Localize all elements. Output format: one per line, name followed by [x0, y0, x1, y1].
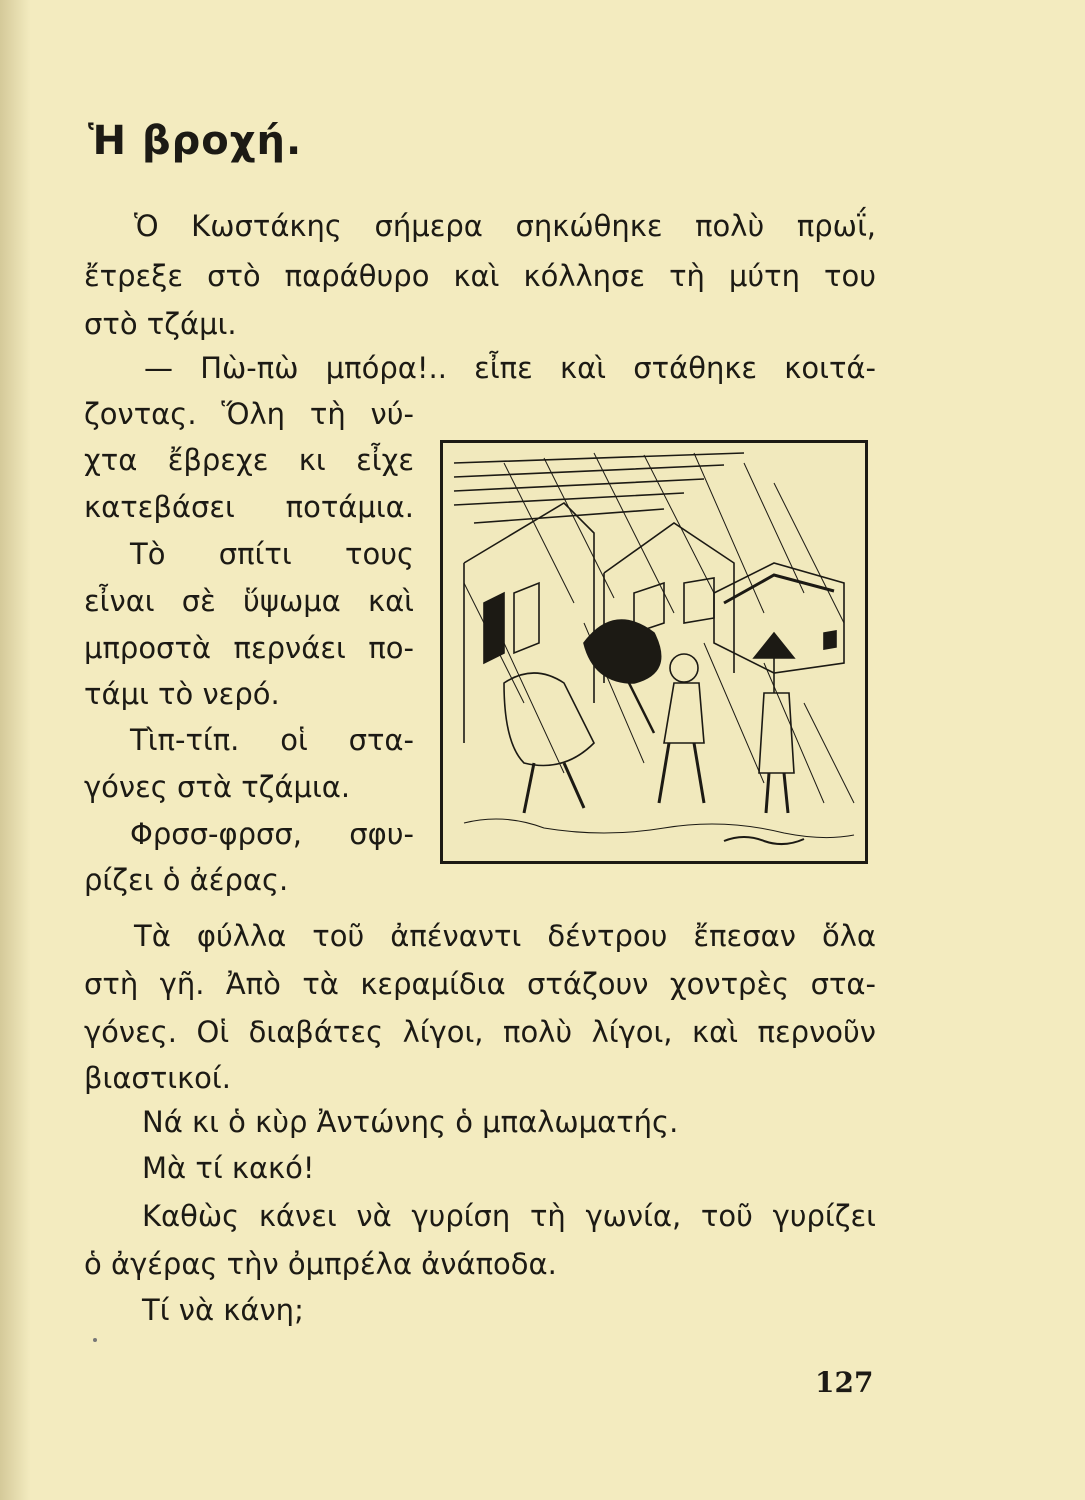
text-line: Τὰ φύλλα τοῦ ἀπέναντι δέντρου ἔπεσαν ὅλα — [134, 919, 876, 953]
text-line: βιαστικοί. — [84, 1061, 231, 1095]
text-line: χτα ἔβρεχε κι εἶχε — [84, 443, 414, 477]
text-line: στὴ γῆ. Ἀπὸ τὰ κεραμίδια στάζουν χοντρὲς στα- — [84, 967, 876, 1001]
text-line: — Πὼ-πὼ μπόρα!.. εἶπε καὶ στάθηκε κοιτά- — [144, 351, 876, 385]
text-line: ἔτρεξε στὸ παράθυρο καὶ κόλλησε τὴ μύτη του — [84, 259, 876, 293]
text-line: Τί νὰ κάνη; — [142, 1293, 304, 1327]
text-line: Τὶπ-τίπ. οἱ στα- — [130, 723, 414, 757]
page-gutter-shadow — [0, 0, 30, 1500]
page-title: Ἡ βροχή. — [88, 118, 303, 164]
page-number: 127 — [815, 1366, 874, 1399]
text-line: ρίζει ὁ ἀέρας. — [84, 863, 289, 897]
text-line: γόνες στὰ τζάμια. — [84, 770, 351, 804]
text-line: εἶναι σὲ ὕψωμα καὶ — [84, 584, 414, 618]
illustration-drawing — [443, 443, 865, 861]
text-line: Μὰ τί κακό! — [142, 1151, 315, 1185]
text-line: μπροστὰ περνάει πο- — [84, 631, 414, 665]
text-line: ὁ ἀγέρας τὴν ὀμπρέλα ἀνάποδα. — [84, 1247, 557, 1281]
text-line: γόνες. Οἱ διαβάτες λίγοι, πολὺ λίγοι, καὶ περνοῦν — [84, 1015, 876, 1049]
rain-street-illustration — [440, 440, 868, 864]
text-line: Φρσσ-φρσσ, σφυ- — [130, 817, 414, 851]
text-line: Τὸ σπίτι τους — [130, 537, 414, 571]
text-line: στὸ τζάμι. — [84, 307, 237, 341]
text-line: ζοντας. Ὅλη τὴ νύ- — [84, 397, 414, 431]
text-line: Νά κι ὁ κὺρ Ἀντώνης ὁ μπαλωματής. — [142, 1105, 679, 1139]
text-line: Καθὼς κάνει νὰ γυρίση τὴ γωνία, τοῦ γυρίζει — [142, 1199, 876, 1233]
text-line: τάμι τὸ νερό. — [84, 677, 280, 711]
text-line: κατεβάσει ποτάμια. — [84, 490, 414, 524]
text-line: Ὁ Κωστάκης σήμερα σηκώθηκε πολὺ πρωΐ, — [134, 209, 876, 243]
dust-speck — [93, 1338, 97, 1342]
